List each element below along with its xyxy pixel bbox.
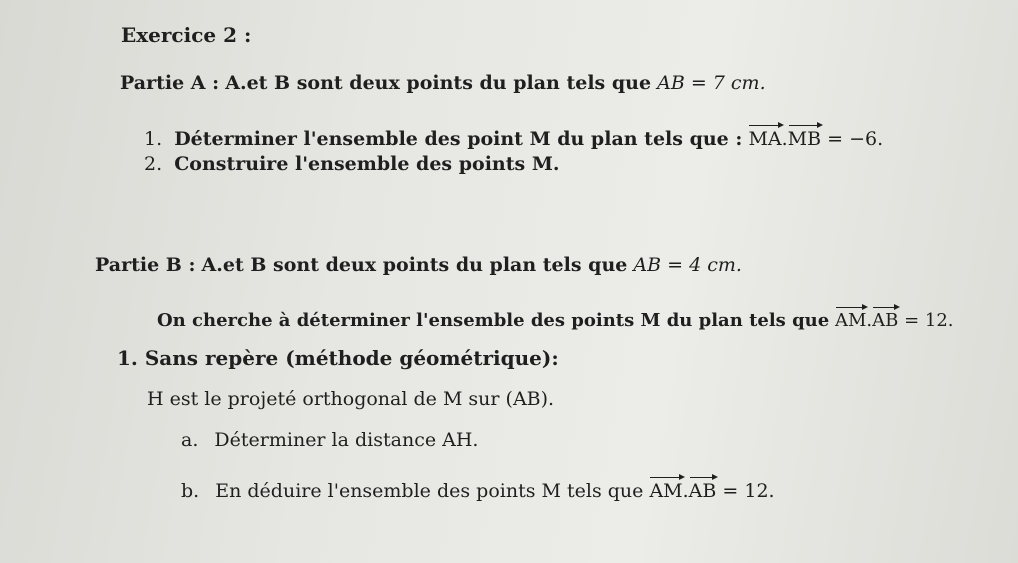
partB-h-definition: H est le projeté orthogonal de M sur (AB). [147,388,555,410]
partA-ab-length: AB = 7 cm. [657,72,766,94]
item-a-text: Déterminer la distance AH. [214,429,479,451]
partB-search-statement [157,310,954,332]
dot-operator: . [866,310,873,331]
item-b-label: b. [181,480,200,502]
vector-AM: AM [834,310,867,331]
vector-MB: MB [787,128,822,150]
partA-question-2 [144,153,559,175]
partA-q1-value: = −6. [827,128,884,150]
vector-AB: AB [688,480,717,502]
partA-q2-text: Construire l'ensemble des points M. [174,153,560,175]
partA-intro [120,72,766,94]
partB-search-text: On cherche à déterminer l'ensemble des points M du plan tels que [157,310,830,331]
partB-item-a [181,429,478,451]
partB-intro-text: A.et B sont deux points du plan tels que [201,254,628,276]
partA-question-1 [144,128,883,150]
item-b-value: = 12. [722,480,775,502]
dot-operator: . [682,480,689,502]
exercise-title: Exercice 2 : [121,23,252,47]
partB-ab-length: AB = 4 cm. [633,254,742,276]
dot-operator: . [781,128,788,150]
partA-q1-number: 1. [144,128,163,150]
vector-AB: AB [872,310,899,331]
partB-q1-heading: 1. Sans repère (méthode géométrique): [117,346,559,370]
partB-item-b [181,480,775,502]
item-a-label: a. [181,429,199,451]
partA-intro-text: A.et B sont deux points du plan tels que [225,72,652,94]
item-b-text: En déduire l'ensemble des points M tels que [215,480,644,502]
partA-label: Partie A : [120,72,220,94]
partB-search-value: = 12. [904,310,954,331]
partA-q2-number: 2. [144,153,163,175]
vector-MA: MA [748,128,782,150]
partB-intro [95,254,742,276]
partB-label: Partie B : [95,254,196,276]
vector-AM: AM [649,480,683,502]
partA-q1-text: Déterminer l'ensemble des point M du plan tels que : [174,128,743,150]
